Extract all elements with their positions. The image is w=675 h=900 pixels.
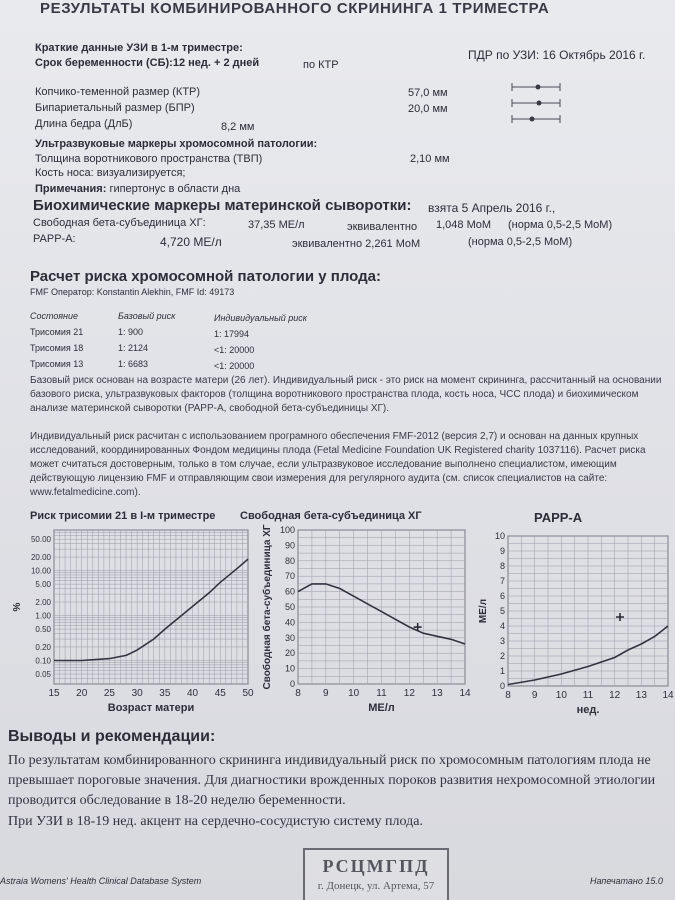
patient-marker [616,613,624,621]
y-tick-label: 70 [284,571,295,582]
report-title: РЕЗУЛЬТАТЫ КОМБИНИРОВАННОГО СКРИНИНГА 1 ТРИМЕСТРА [40,0,550,17]
y-tick-label: 60 [284,586,295,597]
x-tick-label: 8 [295,688,301,699]
conclusions-heading: Выводы и рекомендации: [8,728,216,745]
bpr-label: Бипариетальный размер (БПР) [35,102,195,114]
y-tick-label: 80 [284,555,295,566]
hcg-mom: 1,048 MoM [436,219,492,231]
bio-heading: Биохимические маркеры материнской сыворотки: [33,197,412,214]
ga-by: по КТР [303,59,339,71]
x-tick-label: 40 [187,688,199,699]
x-axis-label: нед. [576,704,600,716]
stamp-name: РСЦМГПД [322,856,430,876]
x-tick-label: 35 [159,688,171,699]
x-tick-label: 20 [76,688,88,699]
ga-line: Срок беременности (СБ):12 нед. + 2 дней [35,57,260,69]
y-tick-label: 0 [499,681,505,691]
y-tick-label: 0 [289,679,295,689]
footer-system: Astraia Womens' Health Clinical Database System [0,876,202,886]
row-ind: <1: 20000 [214,345,255,355]
ktr-marker [536,85,541,90]
dlb-label: Длина бедра (ДлБ) [35,118,133,130]
x-tick-label: 13 [431,688,443,699]
y-tick-label: 20 [284,648,295,659]
y-tick-label: 2.00 [35,598,51,608]
dlb-value: 8,2 мм [221,121,255,133]
x-tick-label: 10 [555,690,567,701]
pappa-label: PAPP-A: [33,233,76,245]
pappa-chart-title: PAPP-A [534,510,583,525]
x-tick-label: 50 [242,688,254,699]
y-axis-label: Свободная бета-субъединица ХГ [262,524,273,690]
y-tick-label: 50 [284,602,295,612]
x-tick-label: 14 [459,688,471,699]
x-tick-label: 11 [376,688,387,699]
markers-heading: Ультразвуковые маркеры хромосомной патологии: [35,138,318,150]
row-state: Трисомия 13 [30,359,84,369]
y-tick-label: 2 [499,651,505,661]
y-axis-label: МЕ/л [478,598,489,624]
y-axis-label: % [12,602,23,612]
row-base: 1: 6683 [118,359,149,369]
y-tick-label: 10 [494,531,505,541]
pappa-equiv: эквивалентно 2,261 MoM [292,238,421,250]
x-tick-label: 12 [609,690,621,701]
y-tick-label: 6 [499,591,505,601]
x-tick-label: 15 [48,688,60,699]
y-tick-label: 8 [499,561,505,571]
x-tick-label: 9 [531,690,538,701]
y-tick-label: 50.00 [30,535,51,545]
series-line [54,559,248,660]
x-tick-label: 30 [131,688,143,699]
hcg-chart-title: Свободная бета-субъединица ХГ [240,510,422,522]
x-tick-label: 11 [582,690,594,701]
x-tick-label: 8 [505,690,511,701]
y-tick-label: 30 [284,632,295,643]
hcg-equiv: эквивалентно [347,221,418,233]
tvp-label: Толщина воротникового пространства (ТВП) [35,153,263,165]
row-base: 1: 900 [118,327,144,337]
y-tick-label: 7 [499,576,505,586]
conclusions-text: По результатам комбинированного скрининга индивидуальный риск по хромосомным патологиям плода не превышает пороговые значения. Для диагностики врожденных пороков развития нехромосомной этиологии проводится обследование в 18-20 неделю беременности. [8,753,656,808]
y-tick-label: 100 [279,525,295,535]
x-tick-label: 12 [403,688,415,699]
y-tick-label: 0.05 [35,670,51,680]
y-tick-label: 0.20 [35,642,51,652]
conclusions-text-2: При УЗИ в 18-19 нед. акцент на сердечно-сосудистую систему плода. [8,814,423,829]
dlb-marker [530,117,535,122]
pappa-value: 4,720 МЕ/л [160,235,222,249]
x-tick-label: 14 [662,690,674,701]
y-tick-label: 10 [284,663,295,674]
row-state: Трисомия 21 [30,327,84,337]
hcg-value: 37,35 МЕ/л [248,219,305,231]
y-tick-label: 5 [499,606,505,616]
stamp-address: г. Донецк, ул. Артема, 57 [317,880,435,892]
bpr-marker [537,101,542,106]
y-tick-label: 40 [284,617,295,628]
software-note: Индивидуальный риск расчитан с использованием програмного обеспечения FMF-2012 (версия 2,7) и основан на данных крупных исследований, координированных Фондом медицины плода (Fetal Medicine Foundation UK Registered charity 1037116). Расчет риска может считаться достоверным, только в том случае, если ультразвуковое исследование выполнено специалистом, имеющим действующую лицензию FMF и отправляющим свои измерения для регулярного аудита (см. список специалистов на сайте: www.fetalmedicine.com). [30,431,646,498]
t21-chart-title: Риск трисомии 21 в I-м триместре [30,510,216,522]
y-tick-label: 4 [499,621,505,631]
notes-text: гипертонус в области дна [109,183,241,195]
edd-text: ПДР по УЗИ: 16 Октябрь 2016 г. [468,48,646,62]
x-tick-label: 25 [103,688,115,699]
footer-printed: Напечатано 15.0 [590,876,663,886]
x-tick-label: 10 [348,688,360,699]
col-base-header: Базовый риск [118,311,176,321]
us-heading: Краткие данные УЗИ в 1-м триместре: [35,42,243,54]
x-tick-label: 13 [635,690,647,701]
col-state-header: Состояние [30,311,78,321]
y-tick-label: 0.50 [35,625,51,635]
x-tick-label: 45 [214,688,226,699]
notes-line [35,183,240,195]
hcg-chart [262,524,475,724]
pappa-norm: (норма 0,5-2,5 MoM) [468,236,573,248]
operator-line: FMF Оператор: Konstantin Alekhin, FMF Id: 49173 [30,287,235,297]
clinic-stamp [303,848,449,900]
risk-heading: Расчет риска хромосомной патологии у плода: [30,268,381,285]
y-tick-label: 1.00 [35,611,51,621]
hcg-norm: (норма 0,5-2,5 MoM) [508,219,613,231]
row-state: Трисомия 18 [30,343,84,353]
bpr-value: 20,0 мм [408,103,448,115]
y-tick-label: 1 [499,666,505,676]
x-axis-label: МЕ/л [368,702,395,714]
notes-label: Примечания: [35,183,107,195]
ktr-label: Копчико-теменной размер (КТР) [35,86,201,98]
x-axis-label: Возраст матери [107,702,195,714]
tvp-value: 2,10 мм [410,153,450,165]
y-tick-label: 20.00 [30,553,51,563]
x-tick-label: 9 [323,688,329,699]
row-base: 1: 2124 [118,343,149,353]
t21-risk-chart [10,524,260,724]
biometry-range-markers [508,80,564,128]
bio-taken: взята 5 Апрель 2016 г., [428,201,556,215]
y-tick-label: 9 [499,546,505,556]
ktr-value: 57,0 мм [408,87,448,99]
risk-explanation: Базовый риск основан на возрасте матери (26 лет). Индивидуальный риск - это риск на момент скрининга, рассчитанный на основании базового риска, ультразвуковых факторов (толщина воротникового пространства плода, кость носа, ЧСС плода) и биохимическом анализе материнской сыворотки (PAPP-A, свободной бета-субъединицы ХГ). [30,375,662,414]
y-tick-label: 5.00 [35,580,51,590]
hcg-label: Свободная бета-субъединица ХГ: [33,217,206,229]
nasal-bone: Кость носа: визуализируется; [35,167,186,179]
y-tick-label: 0.10 [35,656,51,666]
row-ind: <1: 20000 [214,361,255,371]
y-tick-label: 90 [284,540,295,551]
col-ind-header: Индивидуальный риск [214,313,308,323]
pappa-chart [478,524,675,724]
y-tick-label: 3 [499,636,505,646]
y-tick-label: 10.00 [30,566,51,576]
row-ind: 1: 17994 [214,329,250,339]
